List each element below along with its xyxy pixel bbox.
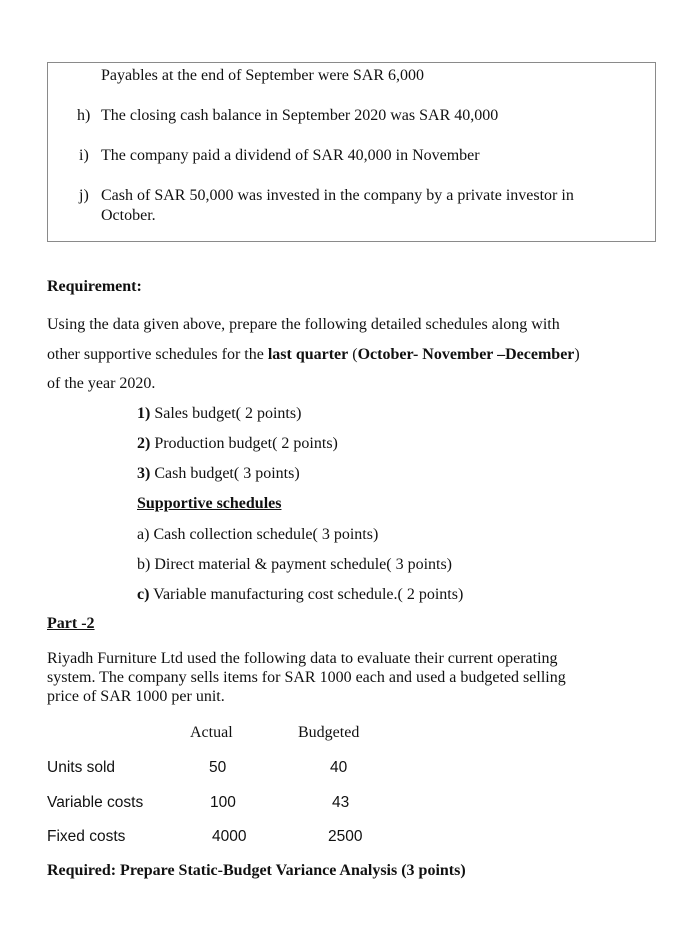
item-marker-i: i)	[79, 147, 89, 164]
last-quarter-emphasis: last quarter	[267, 346, 349, 363]
supportive-item-a: a) Cash collection schedule( 3 points)	[137, 526, 379, 543]
schedule-item-2: 2) Production budget( 2 points)	[137, 435, 338, 452]
supportive-item-b: b) Direct material & payment schedule( 3 points)	[137, 556, 453, 573]
requirement-para-line2: other supportive schedules for the last quarter (October- November –December)	[47, 346, 580, 363]
item-i-text: The company paid a dividend of SAR 40,000 in November	[101, 147, 480, 164]
row-label-variable-costs: Variable costs	[47, 794, 144, 811]
row-units-sold-actual: 50	[209, 759, 227, 776]
col-header-actual: Actual	[190, 724, 233, 741]
item-j-text: Cash of SAR 50,000 was invested in the company by a private investor in	[101, 187, 574, 204]
item-marker-j: j)	[79, 187, 89, 204]
supportive-item-c: c) Variable manufacturing cost schedule.( 2 points)	[137, 586, 464, 603]
row-label-fixed-costs: Fixed costs	[47, 828, 126, 845]
requirement-para-line3: of the year 2020.	[47, 375, 156, 392]
supportive-heading: Supportive schedules	[137, 495, 282, 512]
months-emphasis: October- November –December	[357, 346, 575, 363]
requirement-para-line1: Using the data given above, prepare the following detailed schedules along with	[47, 316, 560, 333]
item-h-text: The closing cash balance in September 2020 was SAR 40,000	[101, 107, 499, 124]
part2-para-line1: Riyadh Furniture Ltd used the following data to evaluate their current operating	[47, 650, 558, 667]
row-label-units-sold: Units sold	[47, 759, 116, 776]
row-units-sold-budgeted: 40	[330, 759, 348, 776]
row-variable-costs-budgeted: 43	[332, 794, 350, 811]
requirement-heading: Requirement:	[47, 278, 142, 295]
part2-para-line2: system. The company sells items for SAR 1000 each and used a budgeted selling	[47, 669, 566, 686]
part2-required: Required: Prepare Static-Budget Variance Analysis (3 points)	[47, 862, 466, 879]
schedule-item-1: 1) Sales budget( 2 points)	[137, 405, 302, 422]
item-j-text-cont: October.	[101, 207, 156, 224]
payables-line: Payables at the end of September were SAR 6,000	[101, 67, 425, 84]
part2-para-line3: price of SAR 1000 per unit.	[47, 688, 225, 705]
part2-heading: Part -2	[47, 615, 95, 632]
col-header-budgeted: Budgeted	[298, 724, 360, 741]
row-fixed-costs-actual: 4000	[212, 828, 247, 845]
item-marker-h: h)	[77, 107, 91, 124]
row-fixed-costs-budgeted: 2500	[328, 828, 363, 845]
row-variable-costs-actual: 100	[210, 794, 236, 811]
schedule-item-3: 3) Cash budget( 3 points)	[137, 465, 300, 482]
